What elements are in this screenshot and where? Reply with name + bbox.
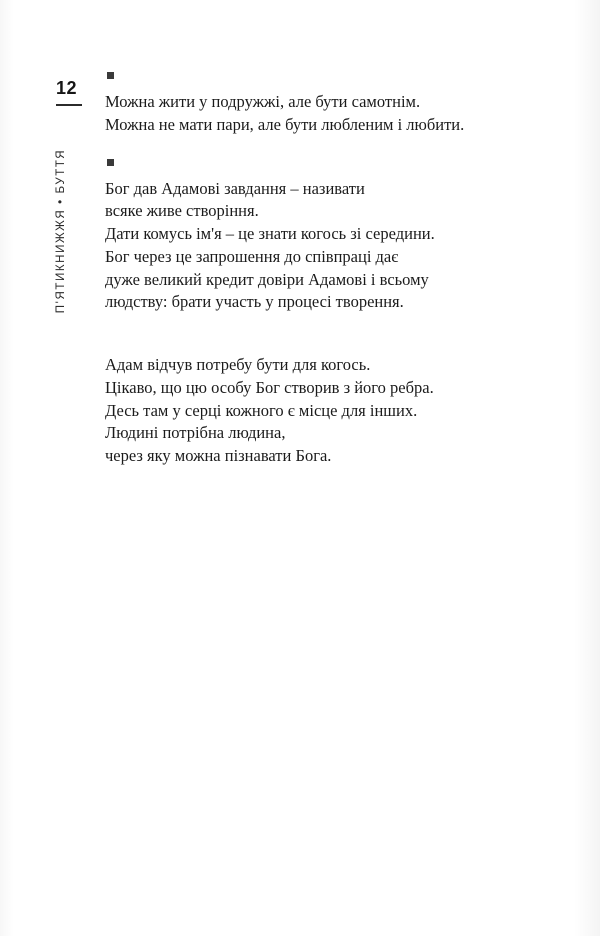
text-line: Адам відчув потребу бути для когось. bbox=[105, 355, 371, 375]
text-line: Бог дав Адамові завдання – називати bbox=[105, 178, 365, 198]
text-line: Цікаво, що цю особу Бог створив з його ребра. bbox=[105, 377, 434, 397]
text-line: Бог через це запрошення до співпраці дає bbox=[105, 246, 399, 266]
running-head-label: П'ЯТИКНИЖЖЯ • БУТТЯ bbox=[55, 148, 67, 314]
text-line: Десь там у серці кожного є місце для інших. bbox=[105, 400, 418, 420]
text-line: Можна не мати пари, але бути любленим і любити. bbox=[105, 114, 465, 134]
text-line: Людині потрібна людина, bbox=[105, 423, 286, 443]
page-content bbox=[105, 72, 545, 490]
text-line: людству: брати участь у процесі творення. bbox=[105, 292, 404, 312]
page-number-rule bbox=[56, 104, 82, 106]
text-line: всяке живе створіння. bbox=[105, 201, 259, 221]
text-block bbox=[105, 159, 545, 315]
page-gutter bbox=[0, 0, 95, 936]
page-edge-shadow bbox=[574, 0, 600, 936]
text-line: Дати комусь ім'я – це знати когось зі середини. bbox=[105, 224, 435, 244]
square-bullet-icon bbox=[107, 159, 114, 166]
text-block bbox=[105, 354, 545, 468]
text-line: Можна жити у подружжі, але бути самотнім. bbox=[105, 92, 421, 111]
square-bullet-icon bbox=[107, 72, 114, 79]
page-number: 12 bbox=[56, 78, 78, 98]
text-line: дуже великий кредит довіри Адамові і всьому bbox=[105, 269, 429, 289]
text-block bbox=[105, 72, 545, 137]
running-head bbox=[46, 130, 76, 360]
text-line: через яку можна пізнавати Бога. bbox=[105, 446, 332, 466]
